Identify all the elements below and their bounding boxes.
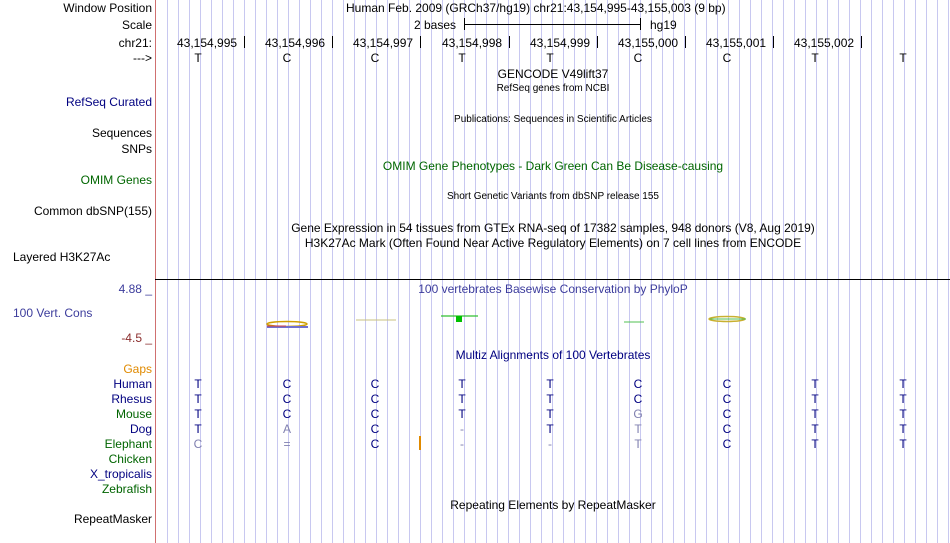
position-label: 43,155,000 bbox=[618, 36, 679, 50]
alignment-base: A bbox=[282, 422, 291, 436]
sequence-base: T bbox=[194, 51, 202, 65]
scale-label: Scale bbox=[121, 18, 152, 32]
alignment-base: C bbox=[722, 422, 732, 436]
phylop-max-label: 4.88 _ bbox=[118, 282, 152, 296]
position-label: 43,154,997 bbox=[353, 36, 414, 50]
refseq-track-label[interactable]: RefSeq Curated bbox=[65, 95, 152, 109]
repeatmasker-track-label[interactable]: RepeatMasker bbox=[73, 512, 152, 526]
conservation-glyph-1 bbox=[267, 322, 308, 328]
scale-bar-right-tick bbox=[640, 18, 641, 30]
scale-bases: 2 bases bbox=[414, 18, 457, 32]
scale-bar bbox=[465, 24, 640, 25]
alignment-base: T bbox=[546, 377, 554, 391]
position-tick bbox=[420, 36, 421, 48]
sequence-base: C bbox=[370, 51, 380, 65]
alignment-base: = bbox=[283, 437, 291, 451]
position-tick bbox=[509, 36, 510, 48]
position-label: 43,154,999 bbox=[530, 36, 591, 50]
position-label: 43,154,996 bbox=[265, 36, 326, 50]
alignment-base: T bbox=[899, 377, 907, 391]
window-position-value: Human Feb. 2009 (GRCh37/hg19) chr21:43,154,995-43,155,003 (9 bp) bbox=[346, 1, 726, 15]
conservation-glyph-3 bbox=[441, 316, 478, 322]
publications-track-title: Publications: Sequences in Scientific Articles bbox=[454, 114, 652, 125]
sequence-base: T bbox=[811, 51, 819, 65]
gap-marker bbox=[419, 436, 421, 450]
position-tick bbox=[597, 36, 598, 48]
gtex-track-title: Gene Expression in 54 tissues from GTEx RNA-seq of 17382 samples, 948 donors (V8, Aug 2019) bbox=[291, 221, 815, 235]
position-tick bbox=[861, 36, 862, 48]
alignment-base: T bbox=[811, 407, 819, 421]
alignment-base: T bbox=[194, 407, 202, 421]
species-label-x_tropicalis[interactable]: X_tropicalis bbox=[89, 467, 152, 481]
position-tick bbox=[773, 36, 774, 48]
phylop-min-label: -4.5 _ bbox=[121, 331, 152, 345]
alignment-base: T bbox=[899, 422, 907, 436]
alignment-base: T bbox=[811, 437, 819, 451]
alignment-base: T bbox=[458, 392, 466, 406]
species-label-zebrafish[interactable]: Zebrafish bbox=[101, 482, 152, 496]
alignment-base: C bbox=[282, 377, 292, 391]
position-tick bbox=[244, 36, 245, 48]
alignment-base: T bbox=[811, 377, 819, 391]
position-label: 43,155,002 bbox=[794, 36, 855, 50]
alignment-base: T bbox=[546, 392, 554, 406]
alignment-base: C bbox=[633, 392, 643, 406]
alignment-base: C bbox=[282, 407, 292, 421]
alignment-base: C bbox=[370, 377, 380, 391]
refseq-subtitle: RefSeq genes from NCBI bbox=[496, 83, 610, 94]
alignment-base: T bbox=[546, 407, 554, 421]
window-position-label: Window Position bbox=[63, 1, 152, 15]
strand-label: ---> bbox=[133, 51, 152, 65]
sequence-base: T bbox=[546, 51, 554, 65]
alignment-base: - bbox=[460, 437, 464, 451]
sequence-base: C bbox=[722, 51, 732, 65]
sequences-track-label[interactable]: Sequences bbox=[91, 126, 152, 140]
alignment-base: C bbox=[370, 422, 380, 436]
alignment-base: T bbox=[458, 407, 466, 421]
position-tick bbox=[685, 36, 686, 48]
alignment-base: T bbox=[546, 422, 554, 436]
multiz-track-title: Multiz Alignments of 100 Vertebrates bbox=[455, 348, 651, 362]
position-label: 43,154,995 bbox=[177, 36, 238, 50]
alignment-base: T bbox=[194, 377, 202, 391]
position-label: 43,154,998 bbox=[442, 36, 503, 50]
cons-track-label[interactable]: 100 Vert. Cons bbox=[13, 306, 93, 320]
alignment-base: T bbox=[899, 392, 907, 406]
gencode-track-title: GENCODE V49lift37 bbox=[497, 67, 609, 81]
alignment-base: C bbox=[370, 392, 380, 406]
alignment-base: C bbox=[633, 377, 643, 391]
alignment-base: T bbox=[811, 392, 819, 406]
alignment-base: T bbox=[899, 437, 907, 451]
alignment-base: C bbox=[722, 377, 732, 391]
alignment-base: C bbox=[193, 437, 203, 451]
track-divider bbox=[155, 279, 950, 280]
phylop-track-title: 100 vertebrates Basewise Conservation by PhyloP bbox=[418, 282, 688, 296]
alignment-base: - bbox=[460, 422, 464, 436]
h3k27ac-track-title: H3K27Ac Mark (Often Found Near Active Regulatory Elements) on 7 cell lines from ENCODE bbox=[304, 236, 802, 250]
h3k27ac-track-label[interactable]: Layered H3K27Ac bbox=[13, 250, 111, 264]
alignment-base: T bbox=[811, 422, 819, 436]
alignment-base: T bbox=[194, 392, 202, 406]
sequence-base: C bbox=[633, 51, 643, 65]
repeatmasker-track-title: Repeating Elements by RepeatMasker bbox=[450, 498, 656, 512]
position-tick bbox=[332, 36, 333, 48]
species-label-chicken[interactable]: Chicken bbox=[108, 452, 152, 466]
dbsnp-track-label[interactable]: Common dbSNP(155) bbox=[33, 204, 152, 218]
chrom-label: chr21: bbox=[118, 36, 152, 50]
gaps-label: Gaps bbox=[123, 362, 152, 376]
alignment-base: T bbox=[194, 422, 202, 436]
scale-assembly: hg19 bbox=[650, 18, 677, 32]
omim-track-label[interactable]: OMIM Genes bbox=[80, 173, 152, 187]
conservation-glyph-5 bbox=[709, 317, 746, 322]
alignment-base: T bbox=[899, 407, 907, 421]
dbsnp-track-title: Short Genetic Variants from dbSNP release 155 bbox=[447, 191, 659, 202]
species-label-mouse[interactable]: Mouse bbox=[115, 407, 152, 421]
alignment-base: - bbox=[548, 437, 552, 451]
sequence-base: T bbox=[899, 51, 907, 65]
sequence-base: T bbox=[458, 51, 466, 65]
snps-track-label[interactable]: SNPs bbox=[121, 142, 152, 156]
alignment-base: C bbox=[370, 437, 380, 451]
alignment-base: T bbox=[634, 422, 642, 436]
sequence-base: C bbox=[282, 51, 292, 65]
alignment-base: T bbox=[634, 437, 642, 451]
position-label: 43,155,001 bbox=[706, 36, 767, 50]
scale-bar-left-tick bbox=[464, 18, 465, 30]
alignment-base: G bbox=[633, 407, 643, 421]
alignment-base: C bbox=[370, 407, 380, 421]
conservation-plot bbox=[156, 300, 950, 340]
alignment-base: T bbox=[458, 377, 466, 391]
alignment-base: C bbox=[722, 437, 732, 451]
species-label-rhesus[interactable]: Rhesus bbox=[111, 392, 152, 406]
species-label-human[interactable]: Human bbox=[113, 377, 152, 391]
species-label-elephant[interactable]: Elephant bbox=[104, 437, 152, 451]
alignment-base: C bbox=[722, 407, 732, 421]
alignment-base: C bbox=[282, 392, 292, 406]
omim-track-title: OMIM Gene Phenotypes - Dark Green Can Be Disease-causing bbox=[382, 159, 724, 173]
species-label-dog[interactable]: Dog bbox=[129, 422, 152, 436]
alignment-base: C bbox=[722, 392, 732, 406]
